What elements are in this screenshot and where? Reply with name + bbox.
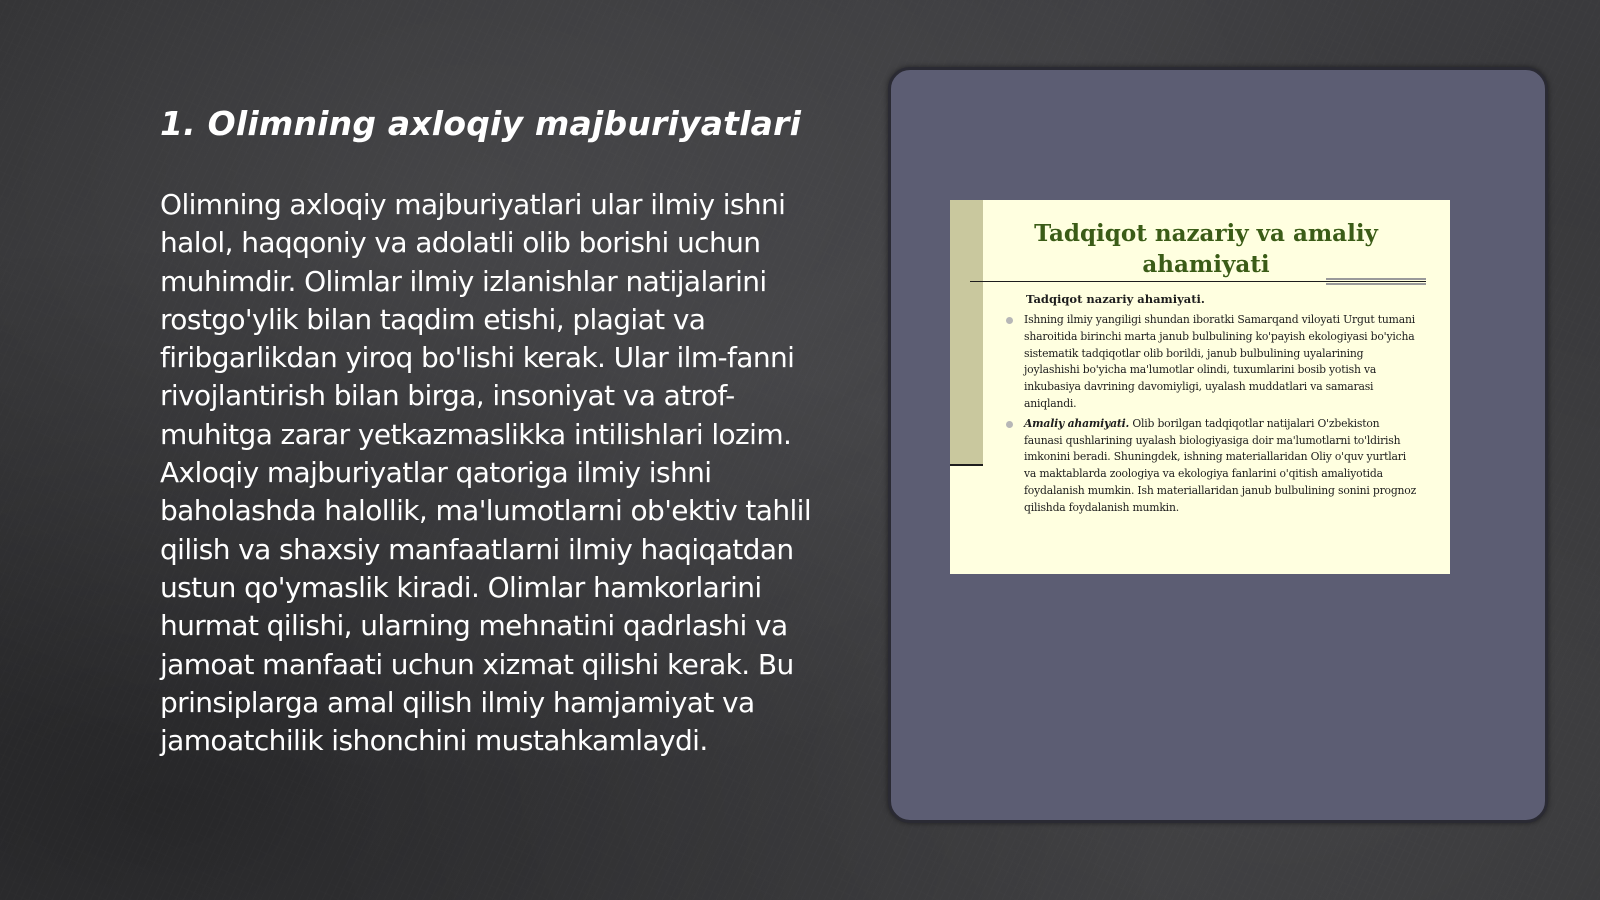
embedded-slide-sidebar [950,200,983,466]
bullet-lead: Amaliy ahamiyati. [1024,416,1130,430]
embedded-slide-rule-decoration [1326,278,1426,285]
embedded-slide-bullet-list [1006,312,1420,520]
bullet-dot-icon [1006,317,1013,324]
embedded-slide-bullet [1006,416,1420,517]
slide-body-text: Olimning axloqiy majburiyatlari ular ilmiy ishni halol, haqqoniy va adolatli olib borishi uchun muhimdir. Olimlar ilmiy izlanishlar natijalarini rostgo'ylik bilan taqdim etishi, plagiat va firibgarlikdan yiroq bo'lishi kerak. Ular ilm-fanni rivojlantirish bilan birga, insoniyat va atrof-muhitga zarar yetkazmaslikka intilishlari lozim. Axloqiy majburiyatlar qatoriga ilmiy ishni baholashda halollik, ma'lumotlarni ob'ektiv tahlil qilish va shaxsiy manfaatlarni ilmiy haqiqatdan ustun qo'ymaslik kiradi. Olimlar hamkorlarini hurmat qilishi, ularning mehnatini qadrlashi va jamoat manfaati uchun xizmat qilishi kerak. Bu prinsiplarga amal qilish ilmiy hamjamiyat va jamoatchilik ishonchini mustahkamlaydi. [160,188,811,758]
bullet-text: Ishning ilmiy yangiligi shundan iboratki Samarqand viloyati Urgut tumani sharoitida birinchi marta janub bulbulining ko'payish ekologiyasi bo'yicha sistematik tadqiqotlar olib borildi, janub bulbulining uyalarining joylashishi bo'yicha ma'lumotlar olindi, tuxumlarini bosib yotish va inkubasiya davrining davomiyligi, uyalash muddatlari va samarasi aniqlandi. [1024,313,1415,410]
slide-heading: 1. Olimning axloqiy majburiyatlari [160,104,802,143]
bullet-dot-icon [1006,421,1013,428]
embedded-slide-sidebar-line [950,464,983,466]
bullet-text: Olib borilgan tadqiqotlar natijalari O'zbekiston faunasi qushlarining uyalash biologiyasiga doir ma'lumotlarni to'ldirish imkonini beradi. Shuningdek, ishning materiallaridan Oliy o'quv yurtlari va maktablarda zoologiya va ekologiya fanlarini o'qitish amaliyotida foydalanish mumkin. Ish materiallaridan janub bulbulining sonini prognoz qilishda foydalanish mumkin. [1024,416,1417,514]
embedded-slide-title: Tadqiqot nazariy va amaliy ahamiyati [1034,220,1378,278]
embedded-slide-image [950,200,1450,574]
embedded-slide-subheading: Tadqiqot nazariy ahamiyati. [1026,292,1205,306]
embedded-slide-bullet [1006,312,1420,413]
